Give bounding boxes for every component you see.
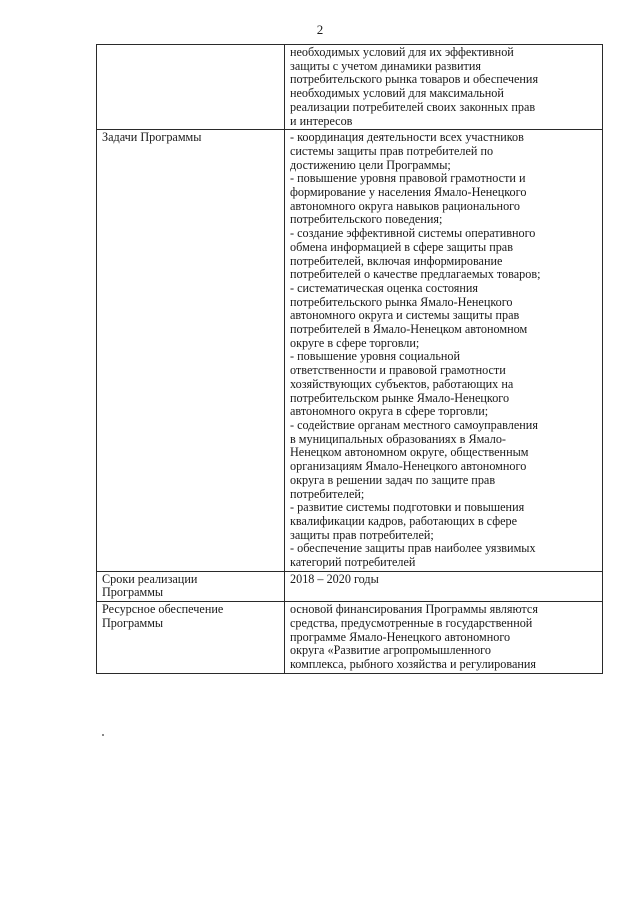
row-content-line: - повышение уровня социальной xyxy=(290,349,461,364)
row-content xyxy=(285,130,603,572)
row-content-line: формирование у населения Ямало-Ненецкого xyxy=(290,185,527,200)
row-content-line: в муниципальных образованиях в Ямало- xyxy=(290,431,506,446)
row-content-line: - координация деятельности всех участников xyxy=(290,130,524,145)
row-content-line: средства, предусмотренные в государственной xyxy=(290,615,533,630)
row-content-line: реализации потребителей своих законных прав xyxy=(290,99,536,114)
row-content-line: автономного округа и системы защиты прав xyxy=(290,308,520,323)
program-passport-body xyxy=(97,45,603,674)
row-label xyxy=(97,130,285,572)
row-content-line: необходимых условий для максимальной xyxy=(290,86,504,101)
row-content-line: потребителей; xyxy=(290,486,365,501)
row-label-line: Ресурсное обеспечение xyxy=(102,602,224,617)
row-label xyxy=(97,602,285,674)
table-row xyxy=(97,45,603,130)
row-content-line: достижению цели Программы; xyxy=(290,157,451,172)
row-label xyxy=(97,571,285,601)
row-content-line: комплекса, рыбного хозяйства и регулирования xyxy=(290,656,537,671)
row-content-line: и интересов xyxy=(290,113,353,128)
row-content-line: округа «Развитие агропромышленного xyxy=(290,643,491,658)
table-row xyxy=(97,571,603,601)
row-content-line: программе Ямало-Ненецкого автономного xyxy=(290,629,511,644)
row-content-line: потребительском рынке Ямало-Ненецкого xyxy=(290,390,510,405)
table-row xyxy=(97,130,603,572)
row-content-line: системы защиты прав потребителей по xyxy=(290,143,494,158)
row-content-line: обмена информацией в сфере защиты прав xyxy=(290,239,513,254)
row-content-line: необходимых условий для их эффективной xyxy=(290,45,514,59)
row-content-line: автономного округа навыков рационального xyxy=(290,198,520,213)
row-content-line: защиты прав потребителей; xyxy=(290,527,434,542)
row-content-line: - развитие системы подготовки и повышения xyxy=(290,500,525,515)
row-content-line: потребительского рынка товаров и обеспечения xyxy=(290,72,539,87)
row-content-line: организациям Ямало-Ненецкого автономного xyxy=(290,459,527,474)
row-content-line: категорий потребителей xyxy=(290,555,416,570)
row-content-line: защиты с учетом динамики развития xyxy=(290,58,481,73)
row-content-line: - содействие органам местного самоуправления xyxy=(290,417,538,432)
row-content xyxy=(285,602,603,674)
row-content-line: - создание эффективной системы оперативного xyxy=(290,226,536,241)
row-content-line: основой финансирования Программы являются xyxy=(290,602,538,617)
row-content-line: потребителей в Ямало-Ненецком автономном xyxy=(290,322,528,337)
page-number: 2 xyxy=(316,22,324,37)
row-content-line: потребительского рынка Ямало-Ненецкого xyxy=(290,294,513,309)
row-content-line: потребительского поведения; xyxy=(290,212,443,227)
row-content-line: округа в решении задач по защите прав xyxy=(290,472,496,487)
row-label xyxy=(97,45,285,130)
row-content-line: потребителей о качестве предлагаемых товаров; xyxy=(290,267,541,282)
row-content-line: - систематическая оценка состояния xyxy=(290,280,479,295)
row-content-line: ответственности и правовой грамотности xyxy=(290,363,506,378)
row-content-line: округе в сфере торговли; xyxy=(290,335,420,350)
row-label-line: Программы xyxy=(102,585,164,600)
scan-speck xyxy=(102,734,104,736)
table-row xyxy=(97,602,603,674)
row-label-line: Задачи Программы xyxy=(102,130,202,145)
row-content xyxy=(285,571,603,601)
row-content-line: Ненецком автономном округе, общественным xyxy=(290,445,529,460)
row-content-line: автономного округа в сфере торговли; xyxy=(290,404,489,419)
row-content-line: 2018 – 2020 годы xyxy=(290,571,379,586)
program-passport-table xyxy=(96,44,603,674)
row-content-line: - обеспечение защиты прав наиболее уязвимых xyxy=(290,541,536,556)
row-content-line: хозяйствующих субъектов, работающих на xyxy=(290,376,514,391)
row-label-line: Сроки реализации xyxy=(102,571,198,586)
row-content-line: квалификации кадров, работающих в сфере xyxy=(290,513,518,528)
row-label-line: Программы xyxy=(102,615,164,630)
row-content-line: потребителей, включая информирование xyxy=(290,253,503,268)
row-content-line: - повышение уровня правовой грамотности и xyxy=(290,171,526,186)
row-content xyxy=(285,45,603,130)
